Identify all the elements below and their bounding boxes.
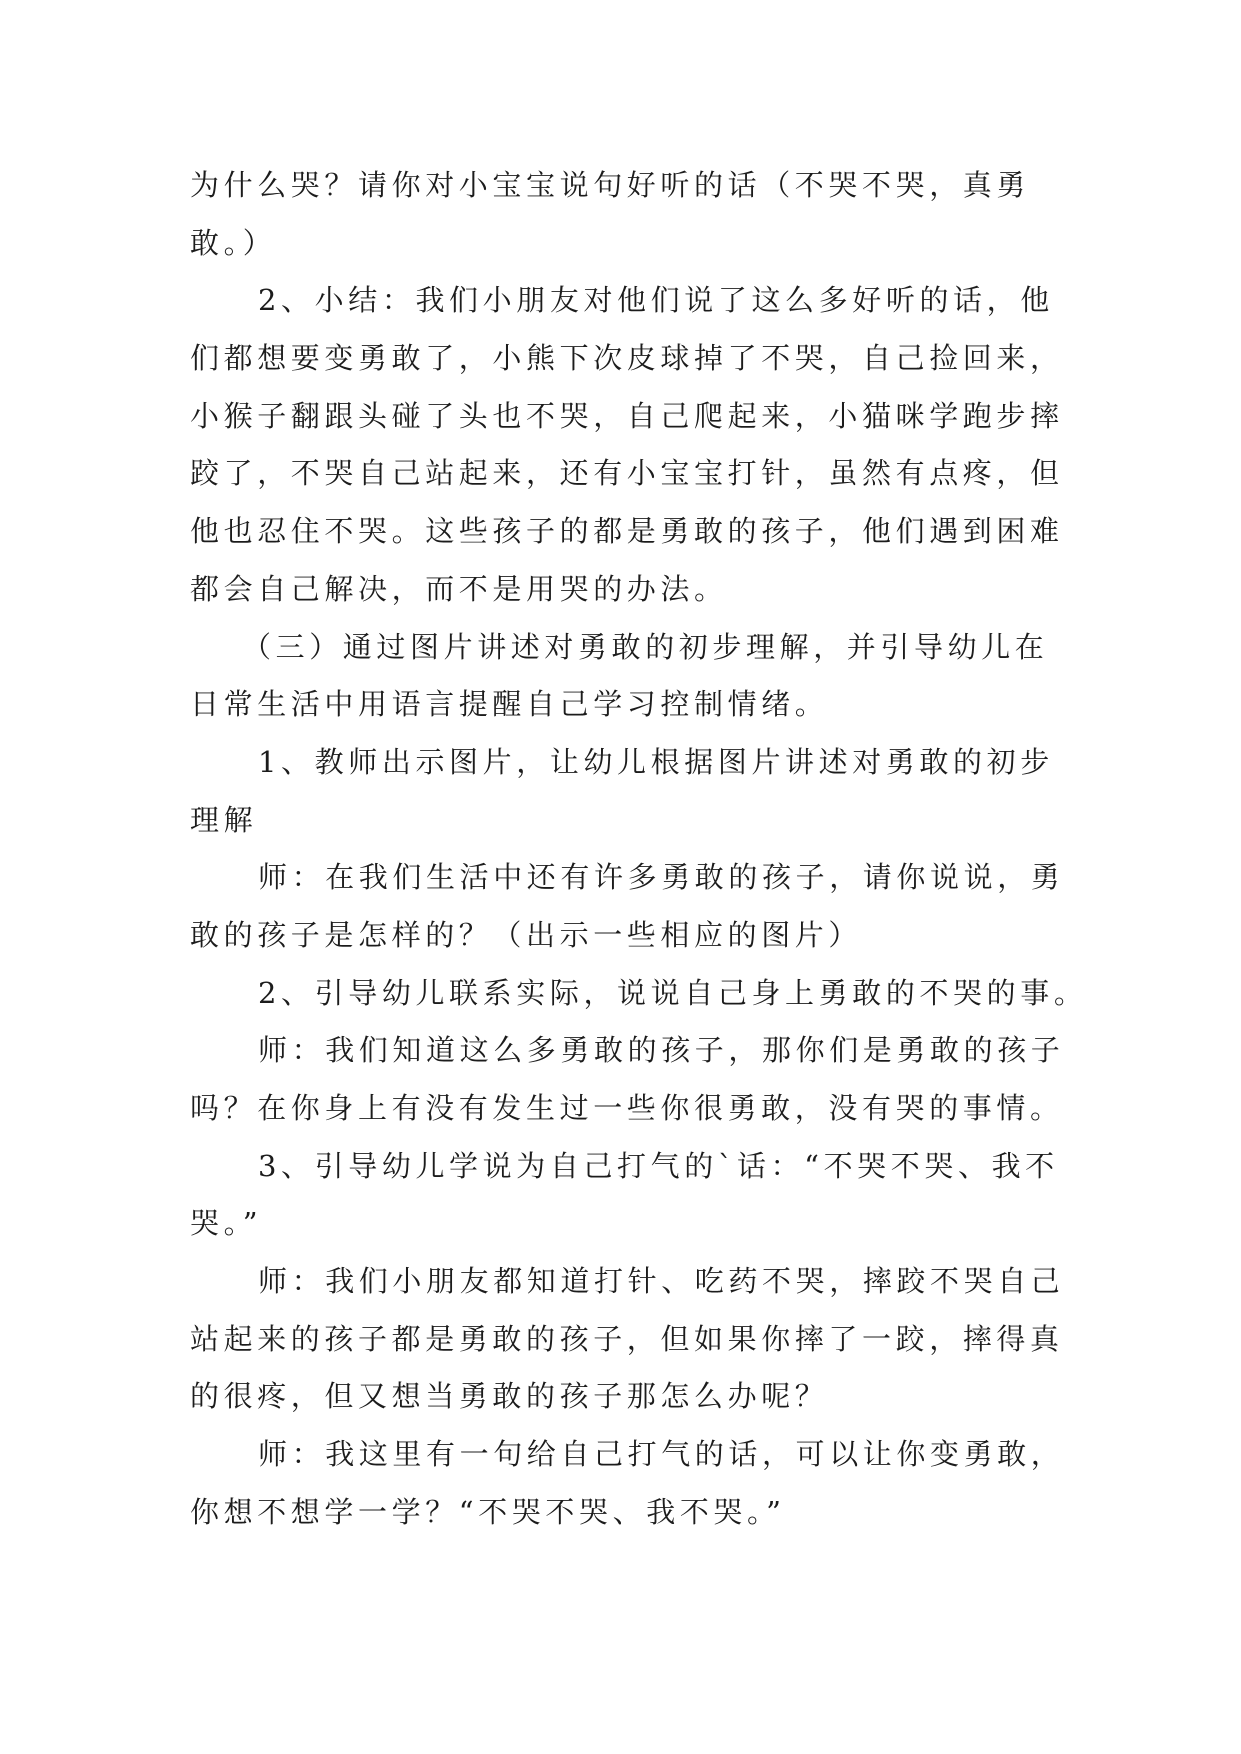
text-line: 们都想要变勇敢了，小熊下次皮球掉了不哭，自己捡回来， bbox=[190, 341, 1064, 376]
text-line: 你想不想学一学？“不哭不哭、我不哭。” bbox=[190, 1494, 786, 1529]
text-line: 跤了，不哭自己站起来，还有小宝宝打针，虽然有点疼，但 bbox=[190, 456, 1064, 491]
document-body bbox=[190, 157, 1088, 1542]
paragraph-first-line: 3、引导幼儿学说为自己打气的`话：“不哭不哭、我不 bbox=[258, 1148, 1059, 1183]
text-line: 都会自己解决，而不是用哭的办法。 bbox=[190, 571, 728, 606]
text-line: 哭。” bbox=[190, 1206, 263, 1241]
paragraph-first-line: 2、小结：我们小朋友对他们说了这么多好听的话，他 bbox=[258, 283, 1054, 318]
text-line: 理解 bbox=[190, 802, 258, 837]
text-line: 日常生活中用语言提醒自己学习控制情绪。 bbox=[190, 687, 829, 722]
text-line: 他也忍住不哭。这些孩子的都是勇敢的孩子，他们遇到困难 bbox=[190, 514, 1064, 549]
paragraph-first-line: 师：我这里有一句给自己打气的话，可以让你变勇敢， bbox=[258, 1437, 1065, 1472]
section-heading: （三）通过图片讲述对勇敢的初步理解，并引导幼儿在 bbox=[242, 629, 1049, 664]
text-line: 小猴子翻跟头碰了头也不哭，自己爬起来，小猫咪学跑步摔 bbox=[190, 398, 1064, 433]
paragraph-first-line: 1、教师出示图片，让幼儿根据图片讲述对勇敢的初步 bbox=[258, 744, 1054, 779]
text-line: 敢的孩子是怎样的？（出示一些相应的图片） bbox=[190, 917, 863, 952]
text-line: 吗？在你身上有没有发生过一些你很勇敢，没有哭的事情。 bbox=[190, 1091, 1064, 1125]
paragraph-first-line: 师：我们知道这么多勇敢的孩子，那你们是勇敢的孩子 bbox=[258, 1033, 1065, 1068]
text-line: 的很疼，但又想当勇敢的孩子那怎么办呢？ bbox=[190, 1379, 829, 1414]
paragraph-first-line: 师：在我们生活中还有许多勇敢的孩子，请你说说，勇 bbox=[258, 860, 1065, 895]
text-line: 敢。） bbox=[190, 225, 277, 260]
text-line: 为什么哭？请你对小宝宝说句好听的话（不哭不哭，真勇 bbox=[190, 168, 1031, 202]
text-line: 站起来的孩子都是勇敢的孩子，但如果你摔了一跤，摔得真 bbox=[190, 1321, 1064, 1356]
paragraph-first-line: 2、引导幼儿联系实际，说说自己身上勇敢的不哭的事。 bbox=[258, 975, 1088, 1010]
paragraph-first-line: 师：我们小朋友都知道打针、吃药不哭，摔跤不哭自己 bbox=[258, 1264, 1065, 1299]
